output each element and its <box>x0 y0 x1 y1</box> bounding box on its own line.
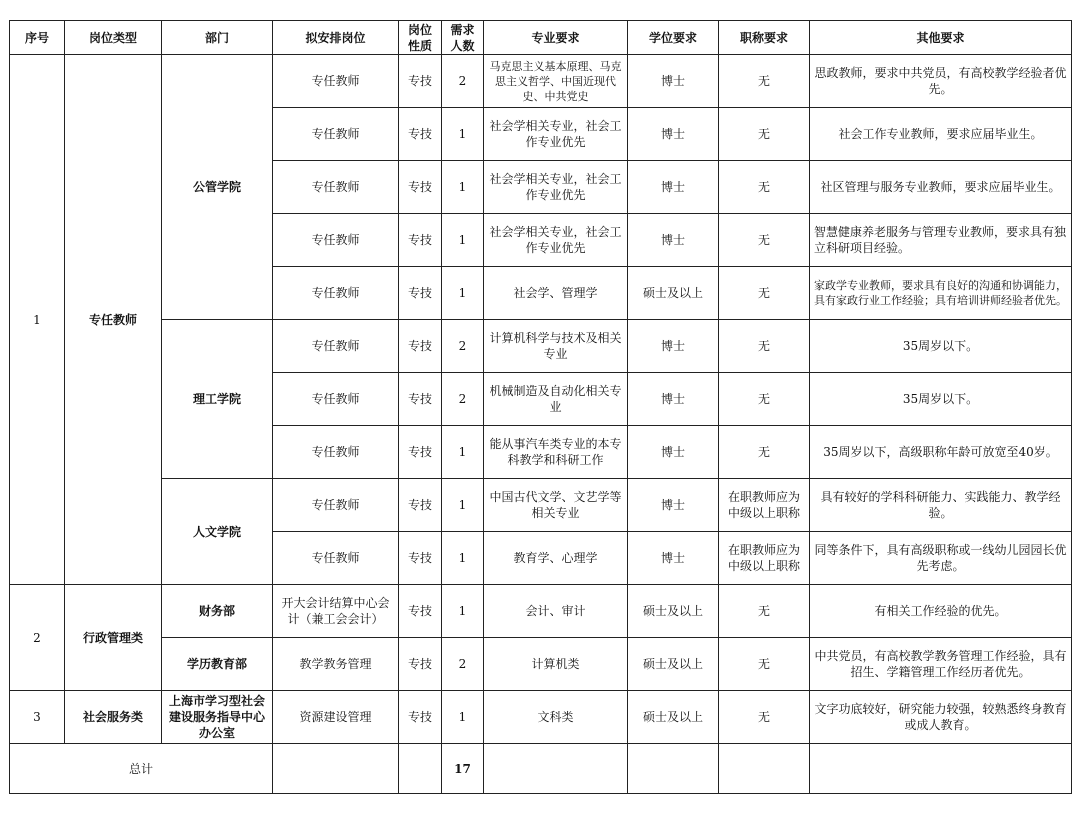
other-cell: 具有较好的学科科研能力、实践能力、教学经验。 <box>810 479 1072 532</box>
count-cell: 1 <box>442 479 484 532</box>
header-row <box>10 21 1072 55</box>
nature-cell: 专技 <box>399 426 442 479</box>
degree-cell: 硕士及以上 <box>628 638 719 691</box>
major-cell: 教育学、心理学 <box>484 532 628 585</box>
count-cell: 1 <box>442 267 484 320</box>
post-cell: 资源建设管理 <box>273 691 399 744</box>
group-number: 3 <box>10 691 65 744</box>
group-type: 行政管理类 <box>65 585 162 691</box>
title-cell: 无 <box>719 426 810 479</box>
title-cell: 无 <box>719 320 810 373</box>
nature-cell: 专技 <box>399 55 442 108</box>
department-cell: 人文学院 <box>162 479 273 585</box>
post-cell: 专任教师 <box>273 320 399 373</box>
header-other: 其他要求 <box>810 21 1072 55</box>
other-cell: 有相关工作经验的优先。 <box>810 585 1072 638</box>
post-cell: 专任教师 <box>273 426 399 479</box>
other-cell: 文字功底较好，研究能力较强，较熟悉终身教育或成人教育。 <box>810 691 1072 744</box>
total-empty-cell <box>484 744 628 794</box>
other-cell: 智慧健康养老服务与管理专业教师，要求具有独立科研项目经验。 <box>810 214 1072 267</box>
total-count: 17 <box>442 744 484 794</box>
title-cell: 无 <box>719 267 810 320</box>
count-cell: 2 <box>442 320 484 373</box>
other-cell: 思政教师，要求中共党员，有高校教学经验者优先。 <box>810 55 1072 108</box>
post-cell: 专任教师 <box>273 267 399 320</box>
degree-cell: 硕士及以上 <box>628 267 719 320</box>
total-empty-cell <box>273 744 399 794</box>
other-cell: 35周岁以下，高级职称年龄可放宽至40岁。 <box>810 426 1072 479</box>
degree-cell: 博士 <box>628 108 719 161</box>
table-row <box>10 320 1072 373</box>
nature-cell: 专技 <box>399 267 442 320</box>
table-row <box>10 479 1072 532</box>
post-cell: 专任教师 <box>273 479 399 532</box>
department-cell: 上海市学习型社会建设服务指导中心办公室 <box>162 691 273 744</box>
header-index: 序号 <box>10 21 65 55</box>
count-cell: 2 <box>442 373 484 426</box>
title-cell: 在职教师应为中级以上职称 <box>719 532 810 585</box>
post-cell: 专任教师 <box>273 214 399 267</box>
other-cell: 社会工作专业教师，要求应届毕业生。 <box>810 108 1072 161</box>
other-cell: 同等条件下，具有高级职称或一线幼儿园园长优先考虑。 <box>810 532 1072 585</box>
degree-cell: 博士 <box>628 426 719 479</box>
total-empty-cell <box>628 744 719 794</box>
major-cell: 社会学相关专业，社会工作专业优先 <box>484 161 628 214</box>
degree-cell: 博士 <box>628 373 719 426</box>
degree-cell: 硕士及以上 <box>628 691 719 744</box>
nature-cell: 专技 <box>399 479 442 532</box>
count-cell: 1 <box>442 214 484 267</box>
header-post-type: 岗位类型 <box>65 21 162 55</box>
total-empty-cell <box>719 744 810 794</box>
total-row <box>10 744 1072 794</box>
degree-cell: 博士 <box>628 214 719 267</box>
major-cell: 能从事汽车类专业的本专科教学和科研工作 <box>484 426 628 479</box>
header-major: 专业要求 <box>484 21 628 55</box>
nature-cell: 专技 <box>399 638 442 691</box>
department-cell: 公管学院 <box>162 55 273 320</box>
nature-cell: 专技 <box>399 161 442 214</box>
major-cell: 计算机科学与技术及相关专业 <box>484 320 628 373</box>
major-cell: 马克思主义基本原理、马克思主义哲学、中国近现代史、中共党史 <box>484 55 628 108</box>
major-cell: 社会学相关专业，社会工作专业优先 <box>484 108 628 161</box>
count-cell: 1 <box>442 691 484 744</box>
title-cell: 无 <box>719 638 810 691</box>
group-type: 社会服务类 <box>65 691 162 744</box>
nature-cell: 专技 <box>399 108 442 161</box>
major-cell: 社会学、管理学 <box>484 267 628 320</box>
header-count: 需求人数 <box>442 21 484 55</box>
total-label: 总计 <box>10 744 273 794</box>
header-planned-post: 拟安排岗位 <box>273 21 399 55</box>
major-cell: 社会学相关专业，社会工作专业优先 <box>484 214 628 267</box>
title-cell: 无 <box>719 691 810 744</box>
degree-cell: 博士 <box>628 479 719 532</box>
nature-cell: 专技 <box>399 691 442 744</box>
table-row <box>10 55 1072 108</box>
title-cell: 无 <box>719 55 810 108</box>
count-cell: 1 <box>442 532 484 585</box>
recruitment-table <box>9 20 1072 794</box>
other-cell: 家政学专业教师，要求具有良好的沟通和协调能力，具有家政行业工作经验；具有培训讲师经验者优先。 <box>810 267 1072 320</box>
count-cell: 1 <box>442 585 484 638</box>
major-cell: 中国古代文学、文艺学等相关专业 <box>484 479 628 532</box>
header-department: 部门 <box>162 21 273 55</box>
degree-cell: 博士 <box>628 161 719 214</box>
post-cell: 专任教师 <box>273 161 399 214</box>
count-cell: 1 <box>442 426 484 479</box>
header-degree: 学位要求 <box>628 21 719 55</box>
title-cell: 在职教师应为中级以上职称 <box>719 479 810 532</box>
major-cell: 机械制造及自动化相关专业 <box>484 373 628 426</box>
group-type: 专任教师 <box>65 55 162 585</box>
header-post-nature: 岗位性质 <box>399 21 442 55</box>
table-row <box>10 638 1072 691</box>
title-cell: 无 <box>719 161 810 214</box>
post-cell: 专任教师 <box>273 373 399 426</box>
title-cell: 无 <box>719 373 810 426</box>
nature-cell: 专技 <box>399 373 442 426</box>
total-empty-cell <box>810 744 1072 794</box>
post-cell: 专任教师 <box>273 108 399 161</box>
count-cell: 1 <box>442 108 484 161</box>
nature-cell: 专技 <box>399 532 442 585</box>
degree-cell: 博士 <box>628 532 719 585</box>
department-cell: 财务部 <box>162 585 273 638</box>
total-empty-cell <box>399 744 442 794</box>
post-cell: 教学教务管理 <box>273 638 399 691</box>
post-cell: 开大会计结算中心会计（兼工会会计） <box>273 585 399 638</box>
post-cell: 专任教师 <box>273 55 399 108</box>
title-cell: 无 <box>719 214 810 267</box>
count-cell: 2 <box>442 638 484 691</box>
degree-cell: 博士 <box>628 55 719 108</box>
other-cell: 中共党员，有高校教学教务管理工作经验，具有招生、学籍管理工作经历者优先。 <box>810 638 1072 691</box>
other-cell: 社区管理与服务专业教师，要求应届毕业生。 <box>810 161 1072 214</box>
degree-cell: 博士 <box>628 320 719 373</box>
department-cell: 学历教育部 <box>162 638 273 691</box>
title-cell: 无 <box>719 585 810 638</box>
major-cell: 计算机类 <box>484 638 628 691</box>
title-cell: 无 <box>719 108 810 161</box>
major-cell: 文科类 <box>484 691 628 744</box>
count-cell: 2 <box>442 55 484 108</box>
group-number: 2 <box>10 585 65 691</box>
group-number: 1 <box>10 55 65 585</box>
other-cell: 35周岁以下。 <box>810 320 1072 373</box>
degree-cell: 硕士及以上 <box>628 585 719 638</box>
nature-cell: 专技 <box>399 214 442 267</box>
header-title: 职称要求 <box>719 21 810 55</box>
table-row <box>10 691 1072 744</box>
department-cell: 理工学院 <box>162 320 273 479</box>
table-row <box>10 585 1072 638</box>
nature-cell: 专技 <box>399 585 442 638</box>
count-cell: 1 <box>442 161 484 214</box>
other-cell: 35周岁以下。 <box>810 373 1072 426</box>
nature-cell: 专技 <box>399 320 442 373</box>
post-cell: 专任教师 <box>273 532 399 585</box>
major-cell: 会计、审计 <box>484 585 628 638</box>
